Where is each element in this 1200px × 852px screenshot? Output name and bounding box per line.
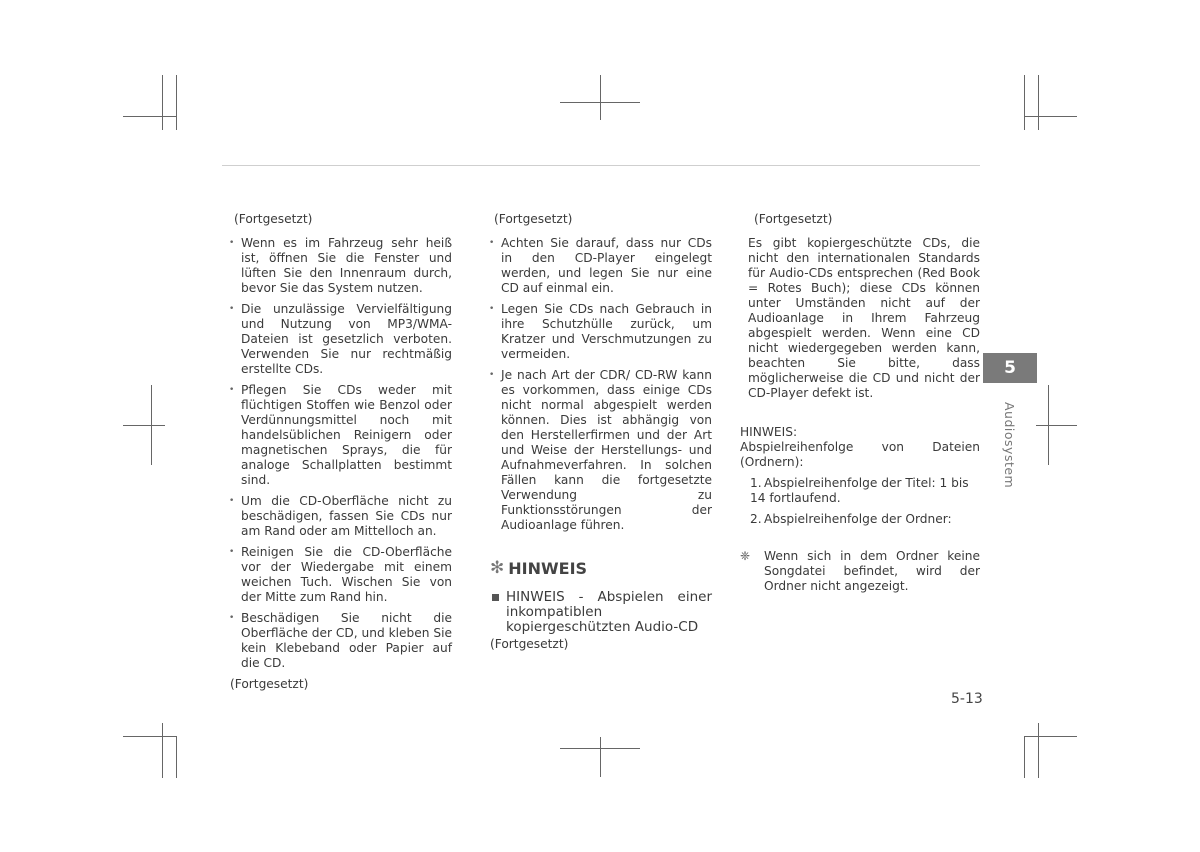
crop-mark [123,116,176,117]
ordered-item [750,512,980,527]
list-item: • Achten Sie darauf, dass nur CDs in den CD-Player eingelegt werden, und legen Sie nur eine CD auf einmal ein. [490,236,712,296]
page-number: 5-13 [951,691,983,707]
hinweis-item-text: HINWEIS - Abspielen einer inkompatiblen kopiergeschützten Audio-CD [506,589,712,635]
crop-mark [1024,75,1025,130]
hinweis-title: HINWEIS [508,559,588,578]
crop-mark [123,736,176,737]
note-symbol-icon: ❈ [740,549,751,563]
column-2 [490,212,712,652]
list-item: • Wenn es im Fahrzeug sehr heiß ist, öffnen Sie die Fenster und lüften Sie den Innenraum durch, bevor Sie das System nutzen. [230,236,452,296]
column-3 [740,212,980,594]
crop-mark [1048,385,1049,465]
hinweis-label: HINWEIS: [740,425,798,439]
list-item: • Reinigen Sie die CD-Oberfläche vor der Wiedergabe mit einem weichen Tuch. Wischen Sie von der Mitte zum Rand hin. [230,545,452,605]
note-text: Wenn sich in dem Ordner keine Songdatei befindet, wird der Ordner nicht angezeigt. [764,549,980,593]
hinweis-heading [490,558,712,578]
crop-mark [1024,736,1077,737]
crop-mark [600,737,601,777]
hinweis-text: Abspielreihenfolge von Dateien (Ordnern): [740,440,980,469]
crop-mark [1024,736,1025,778]
paragraph: Es gibt kopiergeschützte CDs, die nicht den internationalen Standards für Audio-CDs entsprechen (Red Book = Rotes Buch); diese CDs können unter Umständen nicht auf der Audioanlage in Ihrem Fahrzeug abgespielt werden. Wenn eine CD nicht wiedergegeben werden kann, beachten Sie bitte, dass möglicherweise die CD und nicht der CD-Player defekt ist. [748,236,980,400]
continued-label: (Fortgesetzt) [754,212,833,226]
list-item: • Legen Sie CDs nach Gebrauch in ihre Schutzhülle zurück, um Kratzer und Verschmutzungen zu vermeiden. [490,302,712,362]
crop-mark [1038,723,1039,778]
list-item: • Beschädigen Sie nicht die Oberfläche der CD, und kleben Sie kein Klebeband oder Papier auf die CD. [230,611,452,671]
crop-mark [600,75,601,120]
continued-label: (Fortgesetzt) [230,677,309,691]
ordered-text: Abspielreihenfolge der Titel: 1 bis 14 fortlaufend. [750,476,969,505]
ordered-text: Abspielreihenfolge der Ordner: [764,512,952,526]
asterisk-icon: ✻ [490,558,505,578]
column-1 [230,212,452,692]
crop-mark [1036,425,1077,426]
crop-mark [162,75,163,130]
list-item: • Je nach Art der CDR/ CD-RW kann es vorkommen, dass einige CDs nicht normal abgespielt werden können. Dies ist abhängig von den Herstellerfirmen und der Art und Weise der Herstellungs- und Aufnahmeverfahren. In solchen Fällen kann die fortgesetzte Verwendung zu Funktionsstörungen der Audioanlage führen. [490,368,712,533]
continued-label: (Fortgesetzt) [490,637,569,651]
ordered-number: 1. [750,476,762,490]
chapter-tab: 5 [983,353,1037,383]
crop-mark [1024,116,1077,117]
continued-label: (Fortgesetzt) [494,212,573,226]
list-item: • Die unzulässige Vervielfältigung und Nutzung von MP3/WMA-Dateien ist gesetzlich verboten. Verwenden Sie nur rechtmäßig erstellte CDs. [230,302,452,377]
continued-label: (Fortgesetzt) [234,212,313,226]
bullet-list [230,236,452,671]
header-rule [222,165,980,166]
square-bullet-icon [492,594,499,601]
ordered-item [750,476,980,506]
note [740,549,980,594]
crop-mark [176,75,177,130]
crop-mark [162,723,163,778]
hinweis-item [490,590,712,635]
chapter-label: Audiosystem [1002,402,1017,489]
list-item: • Pflegen Sie CDs weder mit flüchtigen Stoffen wie Benzol oder Verdünnungsmittel noch mit handelsüblichen Reinigern oder magnetischen Sprays, die für analoge Schallplatten bestimmt sind. [230,383,452,488]
ordered-number: 2. [750,512,762,526]
bullet-list [490,236,712,533]
list-item: • Um die CD-Oberfläche nicht zu beschädigen, fassen Sie CDs nur am Rand oder am Mittelloch an. [230,494,452,539]
crop-mark [123,425,165,426]
crop-mark [176,736,177,778]
crop-mark [1038,75,1039,130]
crop-mark [151,385,152,465]
